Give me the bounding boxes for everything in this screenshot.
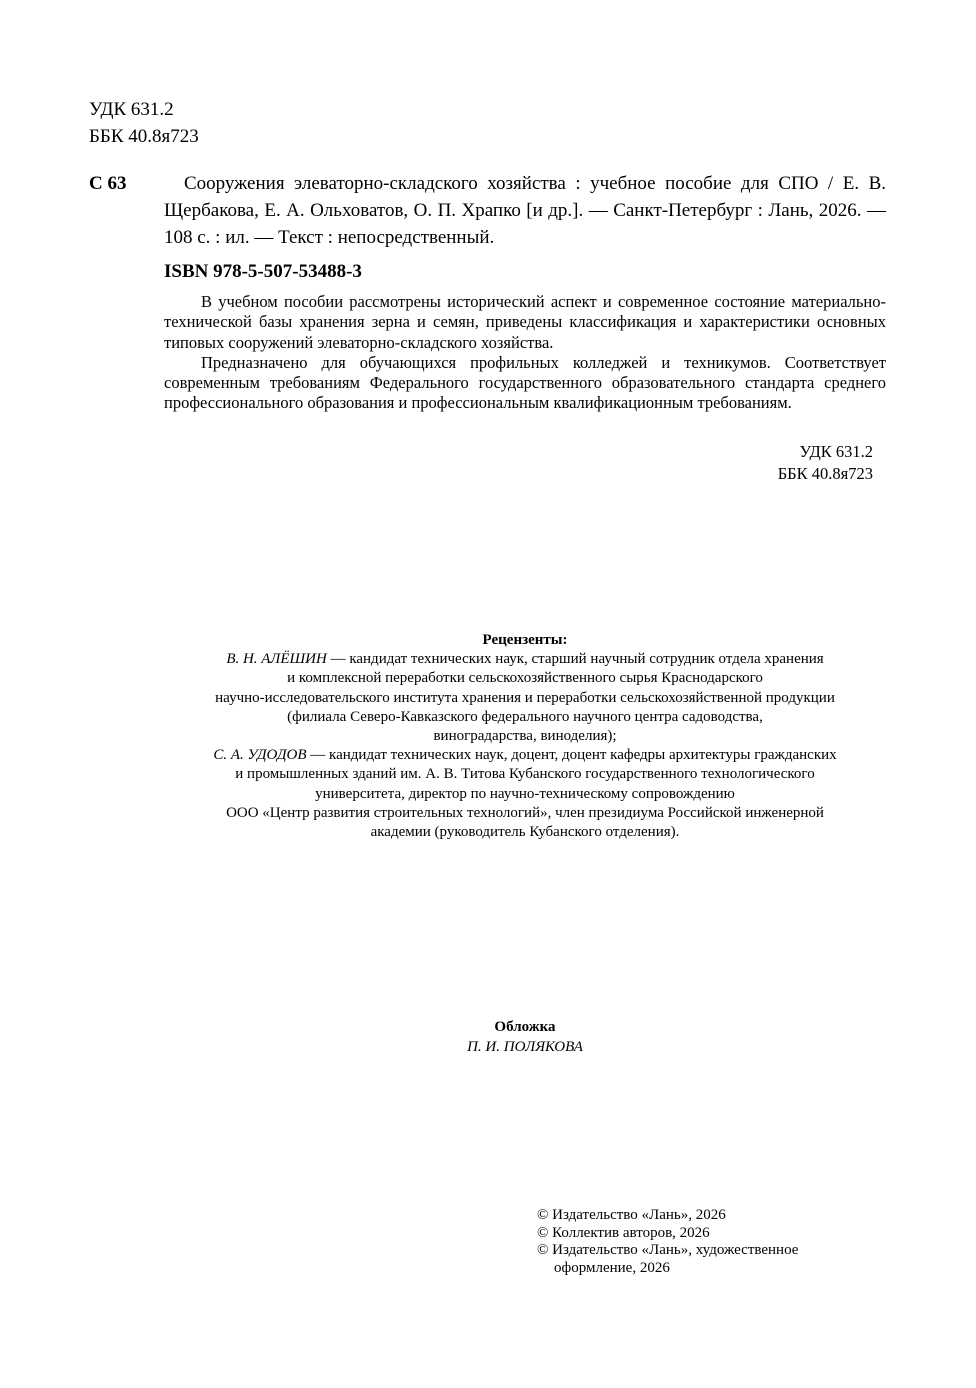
bibliographic-record: Сооружения элеваторно-складского хозяйства : учебное пособие для СПО / Е. В. Щербакова, Е. А. Ольховатов, О. П. Храпко [и др.]. — Санкт-Петербург : Лань, 2026. — 108 с. : ил. — Текст : непосредственный. xyxy=(164,173,886,248)
reviewer-2-first-line xyxy=(120,746,930,765)
annotation xyxy=(164,292,886,414)
bottom-classification xyxy=(620,441,873,485)
cover-heading: Обложка xyxy=(494,1019,556,1035)
reviewer-2-line-3: университета, директор по научно-техническому сопровождению xyxy=(315,785,735,802)
isbn: ISBN 978-5-507-53488-3 xyxy=(164,261,362,282)
bbk-code-top: ББК 40.8я723 xyxy=(89,126,199,147)
reviewers-block xyxy=(120,631,930,842)
udk-code-bottom: УДК 631.2 xyxy=(799,442,873,461)
reviewer-2-line-2: и промышленных зданий им. А. В. Титова Кубанского государственного технологического xyxy=(235,766,815,783)
copyright-line-4: оформление, 2026 xyxy=(554,1259,670,1276)
reviewer-2-line-4: ООО «Центр развития строительных технологий», член президиума Российской инженерной xyxy=(226,804,824,821)
cover-credit xyxy=(376,1018,674,1057)
reviewer-2-text: — кандидат технических наук, доцент, доцент кафедры архитектуры гражданских xyxy=(306,747,837,764)
copyright-line-2: © Коллектив авторов, 2026 xyxy=(537,1224,710,1241)
author-mark: С 63 xyxy=(89,173,127,194)
cover-designer: П. И. ПОЛЯКОВА xyxy=(467,1038,583,1055)
reviewers-heading: Рецензенты: xyxy=(482,632,568,648)
reviewer-1-text: — кандидат технических наук, старший научный сотрудник отдела хранения xyxy=(326,651,824,668)
reviewer-1-name: В. Н. АЛЁШИН xyxy=(226,651,327,668)
udk-code-top: УДК 631.2 xyxy=(89,99,174,120)
reviewer-2-name: С. А. УДОДОВ xyxy=(213,747,307,764)
annotation-paragraph-2: Предназначено для обучающихся профильных колледжей и техникумов. Соответствует современным требованиям Федерального государственного образовательного стандарта среднего профессионального образования и профессиональным квалификационным требованиям. xyxy=(164,352,886,413)
copyright-line-3: © Издательство «Лань», художественное xyxy=(537,1242,799,1258)
copyright-block xyxy=(537,1207,897,1277)
copyright-line-1: © Издательство «Лань», 2026 xyxy=(537,1207,726,1223)
reviewer-1-line-3: научно-исследовательского института хранения и переработки сельскохозяйственной продукции xyxy=(215,689,835,706)
reviewer-1-line-4: (филиала Северо-Кавказского федерального научного центра садоводства, xyxy=(287,708,763,725)
reviewer-1-line-2: и комплексной переработки сельскохозяйственного сырья Краснодарского xyxy=(287,670,763,687)
reviewer-2-line-5: академии (руководитель Кубанского отделения). xyxy=(370,824,680,841)
top-classification xyxy=(89,96,199,150)
reviewer-1-line-5: виноградарства, виноделия); xyxy=(433,728,617,745)
reviewer-1-first-line xyxy=(120,650,930,669)
annotation-paragraph-1: В учебном пособии рассмотрены исторический аспект и современное состояние материально-технической базы хранения зерна и семян, приведены классификация и характеристики основных типовых сооружений элеваторно-складского хозяйства. xyxy=(164,292,886,352)
bbk-code-bottom: ББК 40.8я723 xyxy=(777,464,873,483)
